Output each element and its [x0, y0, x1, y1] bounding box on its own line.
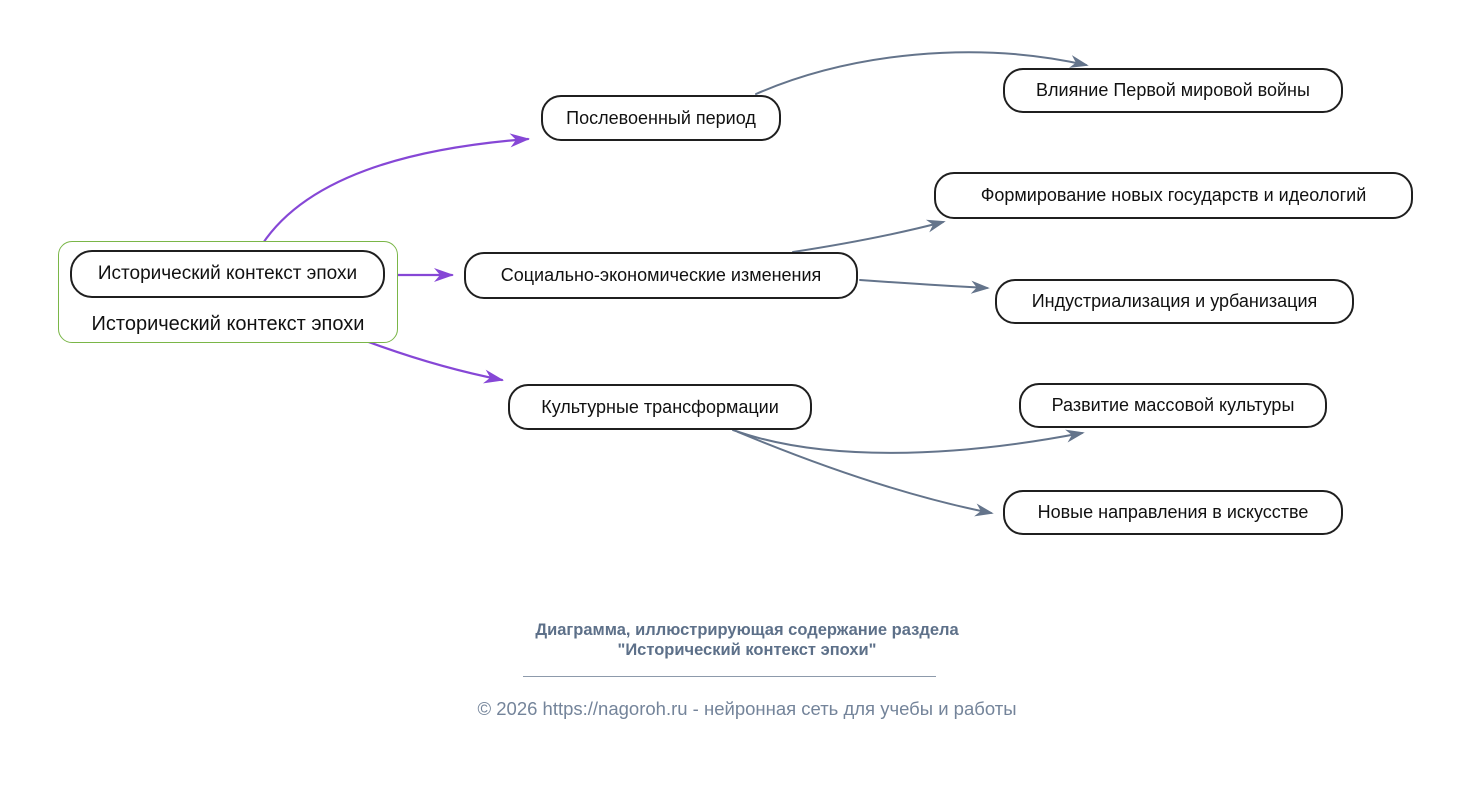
root-sublabel: [58, 313, 398, 336]
node-socioeconomic-changes: [464, 252, 858, 299]
edge-socioeconomic-to-industrialization: [860, 280, 987, 288]
node-mass-culture-label: Развитие массовой культуры: [1051, 395, 1295, 415]
node-postwar-period-label: Послевоенный период: [566, 107, 756, 128]
node-cultural-transformations-label: Культурные трансформации: [541, 396, 779, 417]
node-socioeconomic-changes-label: Социально-экономические изменения: [500, 265, 822, 285]
edge-cultural-to-new-art: [738, 432, 991, 513]
node-root: [70, 250, 385, 298]
node-wwi-influence: [1003, 68, 1343, 113]
node-cultural-transformations: [508, 384, 812, 430]
node-new-art-directions-label: Новые направления в искусстве: [1037, 502, 1309, 522]
edge-root-to-postwar: [258, 139, 528, 251]
edge-cultural-to-mass-culture: [733, 430, 1082, 453]
root-sublabel-text: Исторический контекст эпохи: [91, 313, 365, 335]
node-postwar-period: [541, 95, 781, 141]
node-new-states-ideologies-label: Формирование новых государств и идеологий: [980, 185, 1367, 205]
node-mass-culture: [1019, 383, 1327, 428]
footer-caption-line2: "Исторический контекст эпохи": [617, 640, 877, 659]
node-new-art-directions: [1003, 490, 1343, 535]
node-wwi-influence-label: Влияние Первой мировой войны: [1036, 80, 1310, 100]
footer-divider: [523, 676, 936, 677]
node-industrialization-urbanization-label: Индустриализация и урбанизация: [1031, 291, 1318, 311]
footer-caption: [380, 621, 1114, 660]
edge-socioeconomic-to-new-states: [793, 222, 943, 252]
node-new-states-ideologies: [934, 172, 1413, 219]
node-industrialization-urbanization: [995, 279, 1354, 324]
node-root-label: Исторический контекст эпохи: [97, 263, 358, 284]
footer-copyright: © 2026 https://nagoroh.ru - нейронная сеть для учебы и работы: [477, 698, 1017, 719]
footer-caption-line1: Диаграмма, иллюстрирующая содержание раздела: [535, 621, 959, 639]
